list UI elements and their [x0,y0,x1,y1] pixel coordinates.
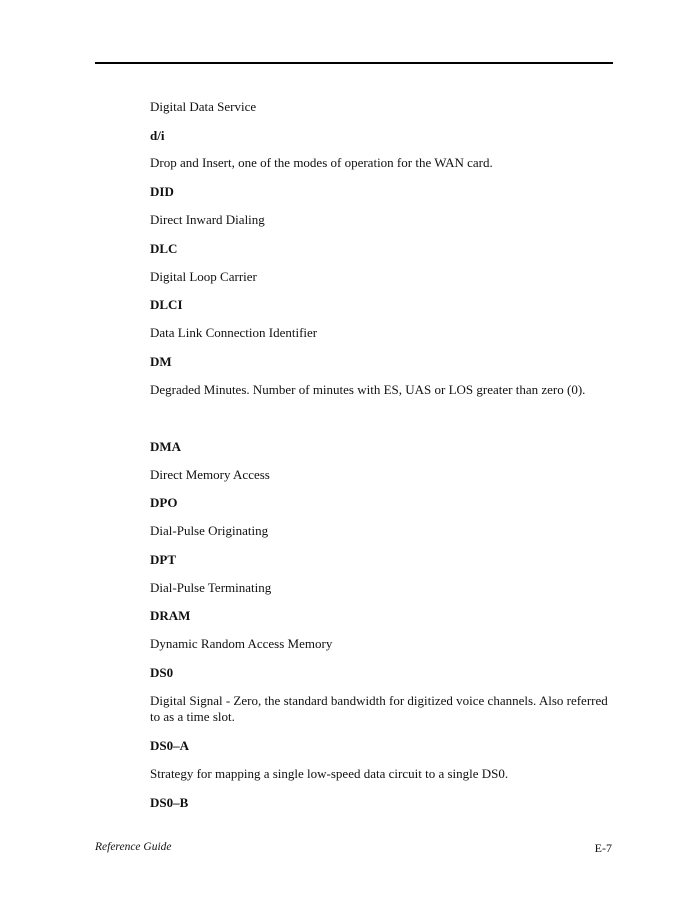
glossary-term: DMA [150,439,182,454]
glossary-description: Digital Signal - Zero, the standard bandwidth for digitized voice channels. Also referred to as a time slot. [150,693,608,724]
glossary-term: DS0–B [150,795,189,810]
glossary-description: Strategy for mapping a single low-speed data circuit to a single DS0. [150,766,509,781]
glossary-description: Direct Inward Dialing [150,212,265,227]
glossary-term: DPT [150,552,176,567]
footer-document-title: Reference Guide [95,841,172,853]
glossary-description: Degraded Minutes. Number of minutes with ES, UAS or LOS greater than zero (0). [150,382,586,397]
glossary-description: Data Link Connection Identifier [150,325,318,340]
glossary-term: DID [150,184,174,199]
glossary-description: Digital Loop Carrier [150,269,257,284]
glossary-term: DLCI [150,297,183,312]
glossary-description: Direct Memory Access [150,467,270,482]
glossary-description: Drop and Insert, one of the modes of operation for the WAN card. [150,155,493,170]
glossary-term: DLC [150,241,178,256]
glossary-term: DM [150,354,172,369]
footer-page-number: E-7 [594,841,612,855]
header-rule [95,62,613,64]
glossary-term: DS0 [150,665,174,680]
glossary-term: DPO [150,495,178,510]
glossary-description: Digital Data Service [150,99,257,114]
glossary-description: Dial-Pulse Originating [150,523,269,538]
glossary-term: d/i [150,128,165,143]
glossary-description: Dynamic Random Access Memory [150,636,333,651]
glossary-term: DS0–A [150,738,190,753]
glossary-description: Dial-Pulse Terminating [150,580,272,595]
glossary-term: DRAM [150,608,191,623]
